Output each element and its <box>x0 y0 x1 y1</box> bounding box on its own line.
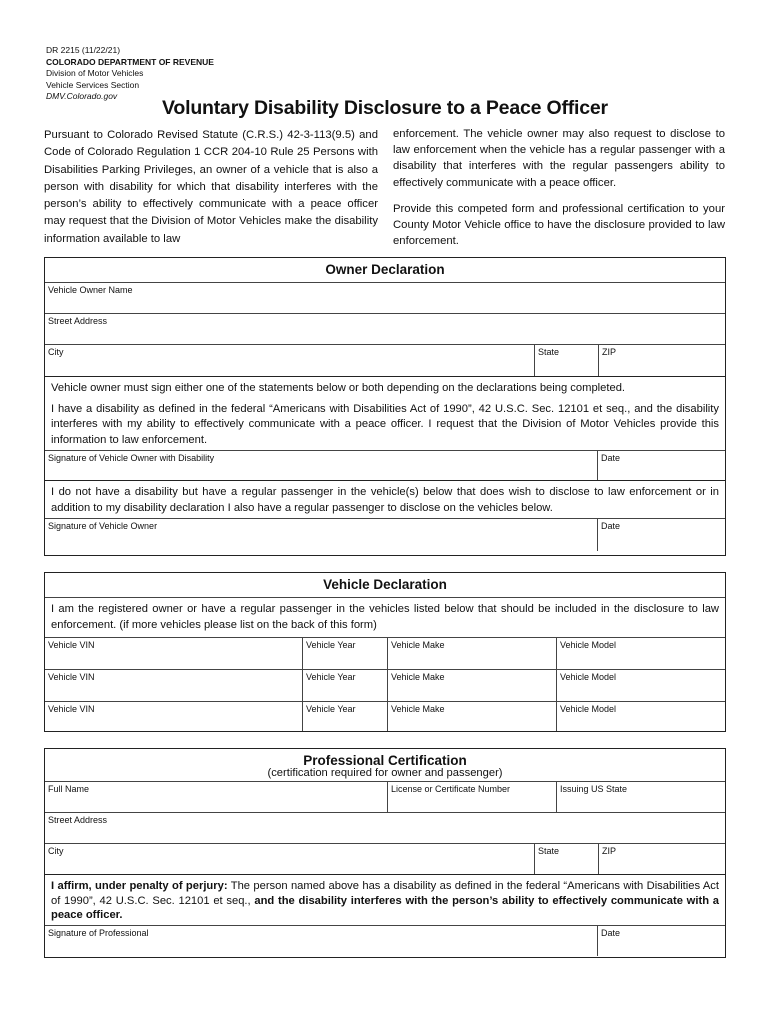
professional-signature-field[interactable] <box>45 926 597 956</box>
affirmation-closing: and the disability interferes with the person’s ability to effectively communicate with a peace officer. <box>51 894 719 921</box>
professional-city-field[interactable] <box>45 844 534 874</box>
owner-street-label: Street Address <box>48 316 108 326</box>
vehicle-make-label: Vehicle Make <box>391 672 445 682</box>
department-name: COLORADO DEPARTMENT OF REVENUE <box>46 56 214 67</box>
owner-state-label: State <box>538 347 560 357</box>
website-text: DMV.Colorado.gov <box>46 91 118 101</box>
owner-statement-2-block <box>45 480 725 518</box>
intro-right <box>393 126 725 249</box>
vehicle-make-field[interactable] <box>387 670 556 701</box>
professional-city-row <box>45 843 725 874</box>
owner-declaration-heading: Owner Declaration <box>325 262 445 277</box>
owner-city-row <box>45 344 725 376</box>
owner-statement-1: I have a disability as defined in the federal “Americans with Disabilities Act of 1990”, 42 U.S.C. Sec. 12101 et seq., and the disability interferes with my ability to effectively communicate with a peace officer. I request that the Division of Motor Vehicles provide this information to law enforcement. <box>51 402 719 446</box>
vehicle-vin-label: Vehicle VIN <box>48 640 95 650</box>
vehicle-model-label: Vehicle Model <box>560 640 617 650</box>
vehicle-statement: I am the registered owner or have a regular passenger in the vehicles listed below that should be included in the disclosure to law enforcement. (if more vehicles please list on the back of this form) <box>45 597 725 637</box>
vehicle-vin-field[interactable] <box>45 702 302 731</box>
professional-street-field[interactable] <box>45 813 725 843</box>
professional-street-row <box>45 812 725 843</box>
owner-zip-field[interactable] <box>598 345 725 376</box>
vehicle-vin-label: Vehicle VIN <box>48 704 95 714</box>
affirmation-text <box>45 874 725 925</box>
issuing-state-field[interactable] <box>556 782 725 812</box>
affirmation-body: The person named above has a disability as defined in the federal “Americans with Disabilities Act of 1990”, 42 U.S.C. Sec. 12101 et seq., <box>51 880 719 907</box>
vehicle-year-label: Vehicle Year <box>306 640 356 650</box>
vehicle-vin-field[interactable] <box>45 638 302 669</box>
professional-zip-label: ZIP <box>602 846 617 856</box>
professional-name-field[interactable] <box>45 782 387 812</box>
professional-street-label: Street Address <box>48 815 108 825</box>
professional-signature-row <box>45 925 725 956</box>
owner-signature-row-2 <box>45 518 725 551</box>
intro-left <box>44 127 378 248</box>
owner-name-row <box>45 282 725 313</box>
vehicle-vin-field[interactable] <box>45 670 302 701</box>
owner-date-2-label: Date <box>601 521 621 531</box>
owner-state-field[interactable] <box>534 345 598 376</box>
intro-right-text-2: Provide this competed form and professional certification to your County Motor Vehicle office to have the disclosure provided to law enforcement. <box>393 202 725 248</box>
owner-city-label: City <box>48 347 64 357</box>
vehicle-row <box>45 669 725 701</box>
vehicle-model-label: Vehicle Model <box>560 672 617 682</box>
owner-instructions <box>45 376 725 450</box>
owner-zip-label: ZIP <box>602 347 617 357</box>
vehicle-make-label: Vehicle Make <box>391 704 445 714</box>
professional-date-field[interactable] <box>597 926 725 956</box>
professional-certification-section <box>44 748 726 958</box>
form-header <box>46 45 214 103</box>
vehicle-vin-label: Vehicle VIN <box>48 672 95 682</box>
vehicle-make-field[interactable] <box>387 638 556 669</box>
vehicle-year-label: Vehicle Year <box>306 672 356 682</box>
intro-left-text: Pursuant to Colorado Revised Statute (C.R.S.) 42-3-113(9.5) and Code of Colorado Regulation 1 CCR 204-10 Rule 25 Persons with Disabilities Parking Privileges, an owner of a vehicle that is also a person with disability for which that disability interferes with the person’s ability to effectively communicate with a peace officer may request that the Division of Motor Vehicles make the disability information available to law <box>44 129 378 245</box>
vehicle-row <box>45 637 725 669</box>
owner-date-1-field[interactable] <box>597 451 725 480</box>
professional-zip-field[interactable] <box>598 844 725 874</box>
owner-street-field[interactable] <box>45 314 725 344</box>
vehicle-year-field[interactable] <box>302 702 387 731</box>
section-name: Vehicle Services Section <box>46 79 140 90</box>
issuing-state-label: Issuing US State <box>560 784 628 794</box>
owner-signature-label: Signature of Vehicle Owner <box>48 521 158 531</box>
division-name: Division of Motor Vehicles <box>46 68 144 78</box>
vehicle-year-field[interactable] <box>302 638 387 669</box>
vehicle-row <box>45 701 725 731</box>
owner-name-label: Vehicle Owner Name <box>48 285 133 295</box>
affirmation-lead: I affirm, under penalty of perjury: <box>51 880 228 892</box>
professional-name-row <box>45 781 725 812</box>
professional-state-label: State <box>538 846 560 856</box>
page-title: Voluntary Disability Disclosure to a Peace Officer <box>162 97 608 119</box>
vehicle-year-label: Vehicle Year <box>306 704 356 714</box>
professional-certification-heading: Professional Certification <box>303 753 467 768</box>
owner-declaration-section <box>44 257 726 556</box>
owner-signature-field[interactable] <box>45 519 597 551</box>
vehicle-declaration-heading: Vehicle Declaration <box>323 577 447 592</box>
professional-signature-label: Signature of Professional <box>48 927 149 938</box>
owner-statement-2: I do not have a disability but have a regular passenger in the vehicle(s) below that does wish to disclose to law enforcement or in addition to my disability declaration I also have a regular passenger to disclose on the vehicles below. <box>51 486 719 514</box>
professional-state-field[interactable] <box>534 844 598 874</box>
professional-name-label: Full Name <box>48 784 90 794</box>
owner-date-2-field[interactable] <box>597 519 725 551</box>
owner-signature-row-1 <box>45 450 725 480</box>
vehicle-make-field[interactable] <box>387 702 556 731</box>
vehicle-model-field[interactable] <box>556 638 725 669</box>
professional-date-label: Date <box>601 927 621 938</box>
intro-right-text-1: enforcement. The vehicle owner may also request to disclose to law enforcement when the vehicle has a regular passenger with a disability that interferes with the regular passengers ability to effectively communicate with a peace officer. <box>393 128 725 189</box>
owner-disability-signature-field[interactable] <box>45 451 597 480</box>
vehicle-model-field[interactable] <box>556 670 725 701</box>
owner-city-field[interactable] <box>45 345 534 376</box>
owner-disability-signature-label: Signature of Vehicle Owner with Disability <box>48 453 215 463</box>
professional-certification-subheading: (certification required for owner and passenger) <box>267 767 503 779</box>
form-id: DR 2215 (11/22/21) <box>46 45 121 55</box>
vehicle-year-field[interactable] <box>302 670 387 701</box>
owner-street-row <box>45 313 725 344</box>
owner-instruction-text: Vehicle owner must sign either one of the statements below or both depending on the declarations being completed. <box>51 382 626 394</box>
license-number-label: License or Certificate Number <box>391 784 511 794</box>
owner-name-field[interactable] <box>45 283 725 313</box>
owner-date-1-label: Date <box>601 453 621 463</box>
vehicle-make-label: Vehicle Make <box>391 640 445 650</box>
professional-city-label: City <box>48 846 64 856</box>
vehicle-model-field[interactable] <box>556 702 725 731</box>
license-number-field[interactable] <box>387 782 556 812</box>
vehicle-model-label: Vehicle Model <box>560 704 617 714</box>
vehicle-declaration-section <box>44 572 726 732</box>
